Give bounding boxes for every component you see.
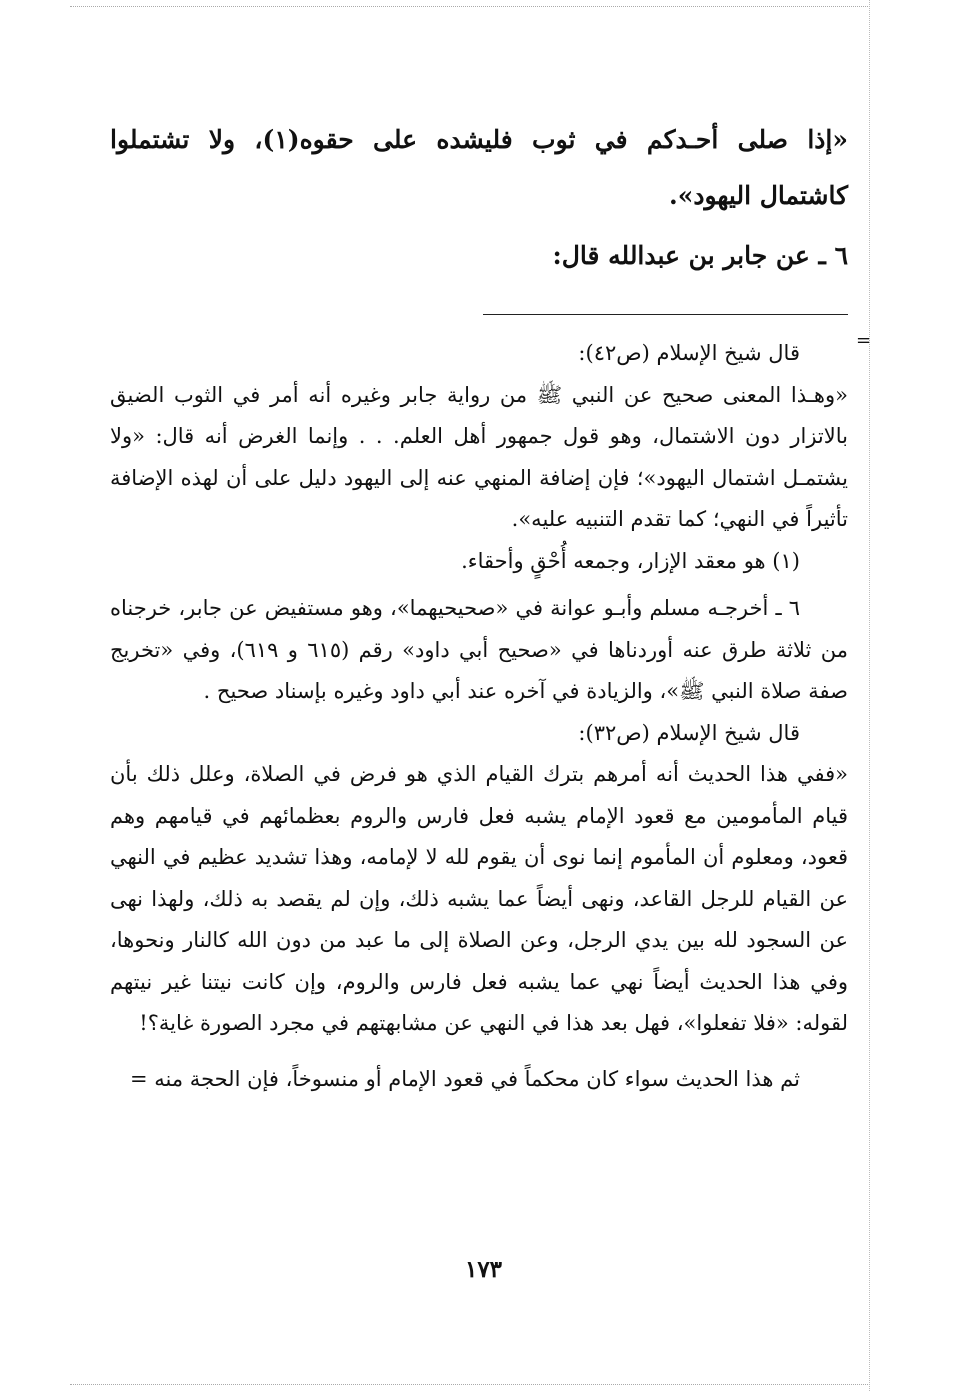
footnote-quote: «ففي هذا الحديث أنه أمرهم بترك القيام الذي هو فرض في الصلاة، وعلل ذلك بأن قيام المأمومين مع قعود الإمام يشبه فعل فارس والروم بعظمائهم في قيامهم وهم قعود، ومعلوم أن المأموم إنما نوى أن يقوم لله لا لإمامه، وهذا تشديد عظيم في النهي عن القيام للرجل القاعد، ونهى أيضاً عما يشبه ذلك، وإن لم يقصد به ذلك، ولهذا نهى عن السجود لله بين يدي الرجل، وعن الصلاة إلى ما عبد من دون الله كالنار ونحوها، وفي هذا الحديث أيضاً نهي عما يشبه فعل فارس والروم، وإن كانت نيتنا غير نيتهم لقوله: «فلا تفعلوا»، فهل بعد هذا في النهي عن مشابهتهم في مجرد الصورة غاية؟!: [110, 762, 848, 1035]
footnote-definition: (١) هو معقد الإزار، وجمعه أُحْقٍ وأحقاء.: [461, 548, 800, 573]
continuation-mark: =: [856, 330, 872, 351]
page-content: [110, 112, 848, 1100]
footnote-title: قال شيخ الإسلام (ص٣٢):: [578, 720, 800, 745]
footnote-continuation: ثم هذا الحديث سواء كان محكماً في قعود الإمام أو منسوخاً، فإن الحجة منه =: [130, 1066, 800, 1091]
footnotes: [110, 333, 848, 1100]
hadith-text: «إذا صلى أحـدكم في ثوب فليشده على حقوه(١)، ولا تشتملوا كاشتمال اليهود».: [110, 125, 848, 210]
top-margin-dots: [70, 6, 870, 7]
bottom-margin-dots: [70, 1384, 870, 1385]
footnote-quote: «وهـذا المعنى صحيح عن النبي ﷺ من رواية جابر وغيره أنه أمر في الثوب الضيق بالاتزار دون الاشتمال، وهو قول جمهور أهل العلم. . . وإنما الغرض أنه قال: «ولا يشتمـل اشتمال اليهود»؛ فإن إضافة المنهي عنه إلى اليهود دليل على أن لهذه الإضافة تأثيراً في النهي؛ كما تقدم التنبيه عليه».: [110, 382, 848, 531]
hadith-heading: ٦ ـ عن جابر بن عبدالله قال:: [552, 241, 848, 270]
footnote-takhrij: ٦ ـ أخرجـه مسلم وأبـو عوانة في «صحيحيهما»، وهو مستفيض عن جابر، خرجناه من ثلاثة طرق عنه أوردناها في «صحيح أبي داود» رقم (٦١٥ و ٦١٩)، وفي «تخريج صفة صلاة النبي ﷺ»، والزيادة في آخره عند أبي داود وغيره بإسناد صحيح .: [110, 596, 848, 703]
main-text: [110, 112, 848, 284]
right-margin-dots: [869, 0, 870, 1391]
footnote-title: قال شيخ الإسلام (ص٤٢):: [578, 341, 800, 365]
page-number: ١٧٣: [464, 1256, 503, 1283]
footnote-separator: [483, 314, 848, 315]
